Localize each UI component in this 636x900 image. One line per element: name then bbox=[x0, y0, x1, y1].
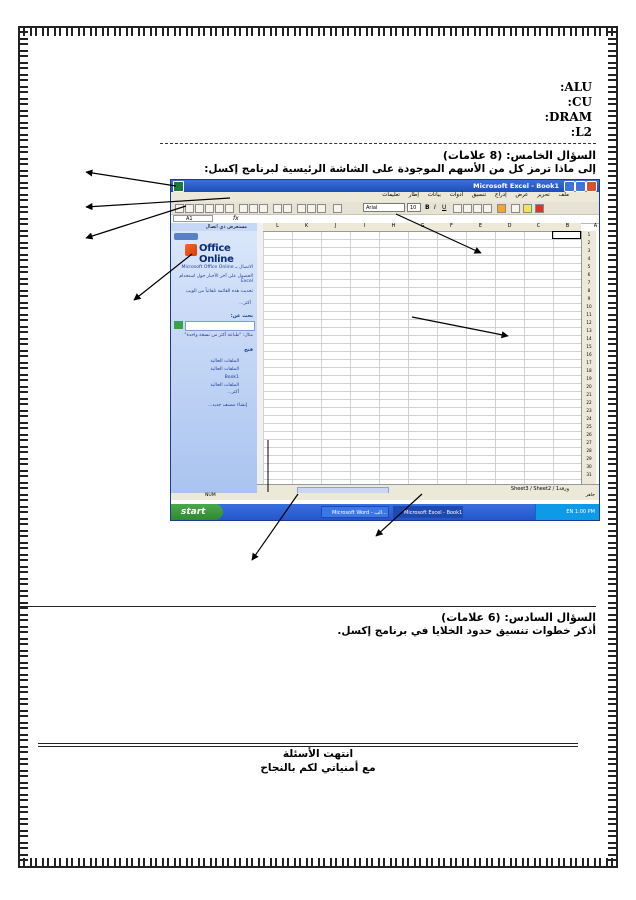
question5-title: السؤال الخامس: (8 علامات) bbox=[442, 149, 596, 162]
tp-new-workbook: إنشاء مصنف جديد... bbox=[207, 403, 247, 408]
row-number: 31 bbox=[586, 472, 592, 477]
row-number: 23 bbox=[586, 408, 592, 413]
arrow-sheet-tabs bbox=[376, 494, 422, 536]
tp-open-item-3: Book1 bbox=[224, 375, 239, 380]
arrow-task-pane bbox=[134, 254, 192, 300]
excel-window-title: Microsoft Excel - Book1 bbox=[473, 182, 559, 190]
tp-example: مثال: "طباعة أكثر من نسخة واحدة" bbox=[184, 333, 253, 338]
tp-search-label: بحث عن: bbox=[230, 313, 253, 319]
col-J: J bbox=[334, 223, 337, 229]
footer-rule-1 bbox=[38, 743, 578, 744]
row-number: 27 bbox=[586, 440, 592, 445]
menu-edit: تحرير bbox=[537, 192, 550, 198]
arrow-formatting-toolbar bbox=[396, 214, 481, 253]
font-name-box: Arial bbox=[363, 203, 405, 212]
label-cu: :CU bbox=[567, 95, 592, 109]
question6-title: السؤال السادس: (6 علامات) bbox=[441, 611, 596, 624]
col-A: A bbox=[593, 223, 598, 229]
separator-q6 bbox=[18, 606, 596, 607]
col-H: H bbox=[391, 223, 396, 229]
row-number: 7 bbox=[587, 280, 591, 285]
row-number: 9 bbox=[587, 296, 591, 301]
row-number: 8 bbox=[587, 288, 591, 293]
row-number: 12 bbox=[586, 320, 592, 325]
row-number: 14 bbox=[586, 336, 592, 341]
col-F: F bbox=[450, 223, 453, 229]
italic-icon: I bbox=[434, 204, 436, 211]
menu-data: بيانات bbox=[427, 192, 441, 198]
row-number: 4 bbox=[587, 256, 591, 261]
fx-icon: fx bbox=[233, 215, 239, 222]
footer-good-luck: مع أمنياتي لكم بالنجاح bbox=[260, 762, 376, 774]
status-ready: جاهز bbox=[585, 493, 595, 498]
row-number: 18 bbox=[586, 368, 592, 373]
col-E: E bbox=[478, 223, 483, 229]
tp-link-2: الحصول على آخر الأخبار حول استخدام Excel bbox=[179, 274, 253, 284]
menu-insert: إدراج bbox=[494, 192, 507, 198]
bold-icon: B bbox=[425, 204, 430, 211]
arrow-menu-bar bbox=[86, 198, 230, 207]
tp-link-1: الاتصال بـ Microsoft Office Online bbox=[181, 265, 253, 270]
label-alu: :ALU bbox=[560, 80, 592, 94]
footer-end-of-questions: انتهت الأسئلة bbox=[282, 748, 354, 760]
row-number: 2 bbox=[587, 240, 591, 245]
row-number: 24 bbox=[586, 416, 592, 421]
font-size-box: 10 bbox=[407, 203, 421, 212]
col-K: K bbox=[304, 223, 309, 229]
tp-open-item-2: الملفات الحالية bbox=[210, 367, 239, 372]
row-number: 21 bbox=[586, 392, 592, 397]
tp-link-3: تحديث هذه القائمة تلقائياً من الويب bbox=[185, 289, 253, 294]
menu-file: ملف bbox=[558, 192, 569, 198]
start-button: start bbox=[171, 504, 223, 520]
taskbar-word: Microsoft Word - الب... bbox=[321, 506, 389, 518]
tp-open-item-1: الملفات الحالية bbox=[210, 359, 239, 364]
row-number: 30 bbox=[586, 464, 592, 469]
underline-icon: U bbox=[442, 204, 447, 211]
col-I: I bbox=[363, 223, 366, 229]
row-number: 6 bbox=[587, 272, 591, 277]
row-number: 11 bbox=[586, 312, 592, 317]
arrow-toolbar bbox=[86, 206, 186, 238]
menu-help: تعليمات bbox=[382, 192, 400, 198]
col-B: B bbox=[565, 223, 570, 229]
row-number: 19 bbox=[586, 376, 592, 381]
arrow-worksheet bbox=[412, 317, 508, 336]
question6-prompt: أذكر خطوات تنسيق حدود الخلايا في برنامج إكسل. bbox=[337, 625, 596, 637]
footer-rule-2 bbox=[38, 746, 578, 747]
menu-view: عرض bbox=[515, 192, 529, 198]
row-number: 1 bbox=[587, 232, 591, 237]
arrow-title-bar bbox=[86, 172, 176, 186]
arrow-scrollbar bbox=[252, 494, 298, 560]
col-L: L bbox=[276, 223, 279, 229]
row-number: 3 bbox=[587, 248, 591, 253]
row-number: 26 bbox=[586, 432, 592, 437]
taskbar-excel: Microsoft Excel - Book1 bbox=[393, 506, 463, 518]
tp-open-item-5: أكثر... bbox=[227, 390, 239, 395]
label-l2: :L2 bbox=[570, 125, 592, 139]
tp-open-heading: فتح bbox=[244, 347, 253, 353]
row-number: 29 bbox=[586, 456, 592, 461]
menu-tools: أدوات bbox=[449, 192, 464, 198]
row-number: 15 bbox=[586, 344, 592, 349]
row-number: 13 bbox=[586, 328, 592, 333]
row-number: 16 bbox=[586, 352, 592, 357]
row-number: 5 bbox=[587, 264, 591, 269]
question5-prompt: إلى ماذا ترمز كل من الأسهم الموجودة على الشاشة الرئيسية لبرنامج إكسل: bbox=[204, 163, 596, 175]
status-num: NUM bbox=[205, 493, 216, 498]
row-number: 25 bbox=[586, 424, 592, 429]
task-pane-title: مستعرض ذي اتصال bbox=[205, 224, 247, 230]
menu-window: إطار bbox=[408, 192, 419, 198]
tp-open-item-4: الملفات الحالية bbox=[210, 383, 239, 388]
label-dram: :DRAM bbox=[544, 110, 592, 124]
menu-format: تنسيق bbox=[471, 192, 487, 198]
name-box: A1 bbox=[173, 215, 213, 222]
row-number: 20 bbox=[586, 384, 592, 389]
col-C: C bbox=[536, 223, 541, 229]
office-online-text: Office Online bbox=[199, 243, 234, 265]
row-number: 22 bbox=[586, 400, 592, 405]
tp-more-link: أكثر... bbox=[239, 301, 251, 306]
col-D: D bbox=[507, 223, 512, 229]
row-number: 10 bbox=[586, 304, 592, 309]
system-tray: EN 1:00 PM bbox=[535, 504, 599, 520]
row-number: 28 bbox=[586, 448, 592, 453]
sheet-tab-labels: Sheet3 / Sheet2 / ورقة1 bbox=[510, 486, 569, 492]
row-number: 17 bbox=[586, 360, 592, 365]
